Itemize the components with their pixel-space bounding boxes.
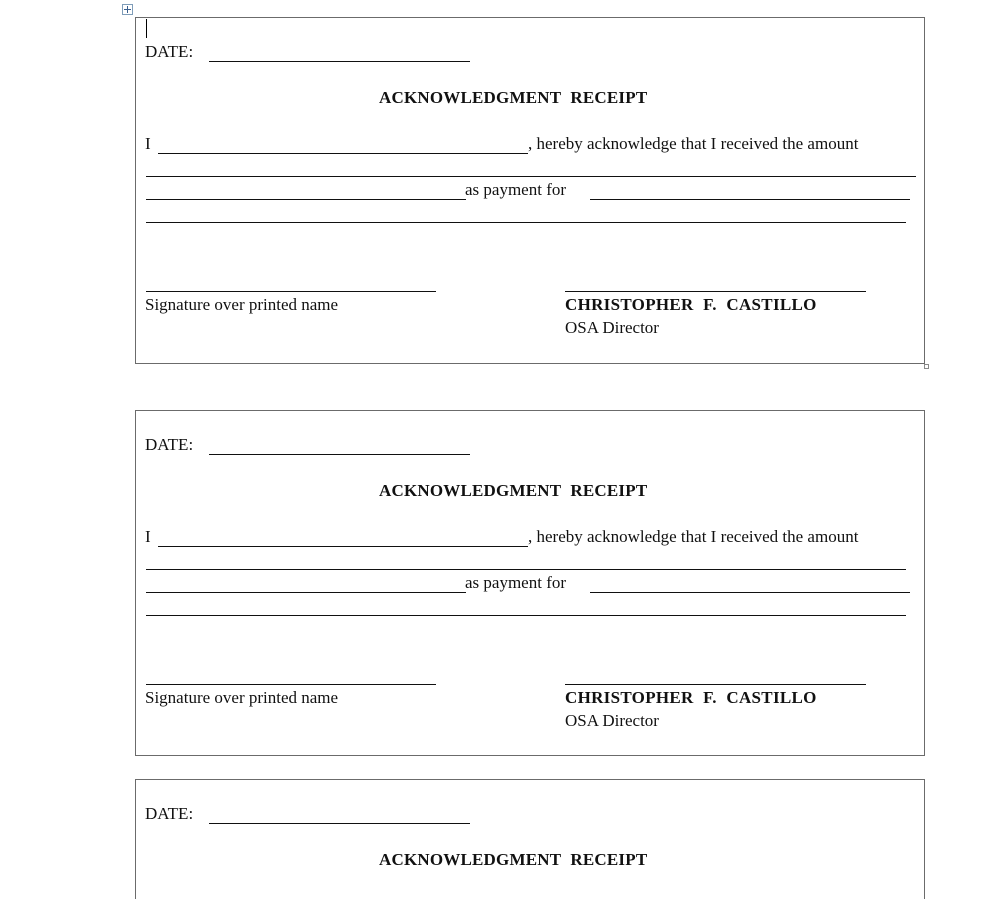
payment-label: as payment for (465, 573, 567, 592)
receipt-1 (135, 17, 925, 364)
signature-label: Signature over printed name (145, 295, 339, 314)
director-name: CHRISTOPHER F. CASTILLO (565, 688, 817, 707)
signature-line[interactable] (146, 684, 436, 685)
director-title: OSA Director (565, 318, 659, 337)
recipient-name-field[interactable] (158, 546, 528, 547)
director-signature-line (565, 684, 866, 685)
payment-for-field-cont[interactable] (146, 615, 906, 616)
receipt-3 (135, 779, 925, 899)
receipt-title: ACKNOWLEDGMENT RECEIPT (379, 850, 648, 869)
date-label: DATE: (145, 42, 194, 61)
table-move-handle-icon[interactable] (122, 4, 133, 15)
director-signature-line (565, 291, 866, 292)
payment-label: as payment for (465, 180, 567, 199)
date-field[interactable] (209, 454, 470, 455)
payment-for-field-cont[interactable] (146, 222, 906, 223)
amount-field[interactable] (146, 569, 906, 570)
receipt-2 (135, 410, 925, 756)
table-resize-handle[interactable] (924, 364, 929, 369)
signature-label: Signature over printed name (145, 688, 339, 707)
receipt-title: ACKNOWLEDGMENT RECEIPT (379, 88, 648, 107)
recipient-prefix: I (145, 527, 151, 546)
signature-line[interactable] (146, 291, 436, 292)
amount-field-cont[interactable] (146, 199, 466, 200)
recipient-name-field[interactable] (158, 153, 528, 154)
recipient-prefix: I (145, 134, 151, 153)
acknowledge-text: , hereby acknowledge that I received the amount (528, 134, 859, 153)
date-field[interactable] (209, 61, 470, 62)
amount-field[interactable] (146, 176, 916, 177)
payment-for-field[interactable] (590, 199, 910, 200)
payment-for-field[interactable] (590, 592, 910, 593)
receipt-title: ACKNOWLEDGMENT RECEIPT (379, 481, 648, 500)
date-label: DATE: (145, 804, 194, 823)
director-name: CHRISTOPHER F. CASTILLO (565, 295, 817, 314)
acknowledge-text: , hereby acknowledge that I received the amount (528, 527, 859, 546)
director-title: OSA Director (565, 711, 659, 730)
date-label: DATE: (145, 435, 194, 454)
amount-field-cont[interactable] (146, 592, 466, 593)
date-field[interactable] (209, 823, 470, 824)
